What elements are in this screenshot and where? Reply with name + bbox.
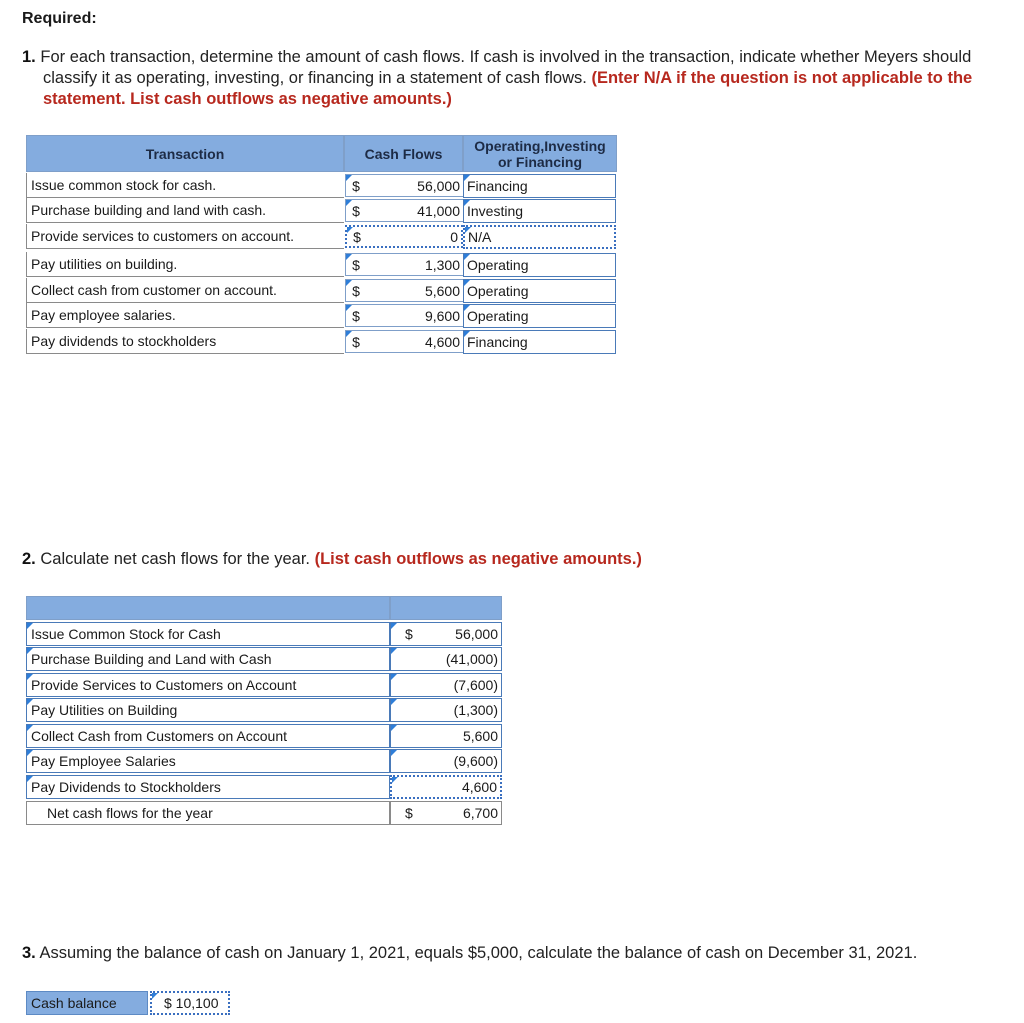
input-marker-icon xyxy=(346,305,352,311)
cash-flow-item-select[interactable] xyxy=(26,775,390,799)
dollar-sign: $ xyxy=(352,333,360,350)
question-3-number: 3. xyxy=(22,944,36,962)
transaction-label: Purchase building and land with cash. xyxy=(26,198,344,223)
cash-flow-amount: 1,300 xyxy=(424,256,460,273)
transaction-label: Provide services to customers on account. xyxy=(26,224,344,249)
cash-balance-value: $ 10,100 xyxy=(164,995,219,1011)
cash-flow-item-select[interactable] xyxy=(26,673,390,697)
input-marker-icon xyxy=(392,777,398,783)
input-marker-icon xyxy=(346,254,352,260)
cash-flow-input[interactable] xyxy=(345,304,463,327)
input-marker-icon xyxy=(391,750,397,756)
header-category: Operating,Investing or Financing xyxy=(463,135,617,172)
cash-flow-amount: 4,600 xyxy=(424,333,460,350)
cash-flow-item-label: Pay Dividends to Stockholders xyxy=(31,779,221,795)
input-marker-icon xyxy=(27,699,33,705)
question-2-instruction: (List cash outflows as negative amounts.) xyxy=(314,550,642,568)
cash-flow-amount: 0 xyxy=(450,228,458,245)
input-marker-icon xyxy=(27,648,33,654)
category-select[interactable] xyxy=(463,225,616,249)
transaction-label: Pay dividends to stockholders xyxy=(26,329,344,354)
category-value: Investing xyxy=(467,203,524,219)
header-cash-flows: Cash Flows xyxy=(344,135,463,172)
category-select[interactable] xyxy=(463,253,616,277)
cash-flow-item-select[interactable] xyxy=(26,622,390,646)
cash-flow-amount-input[interactable] xyxy=(390,775,502,799)
category-value: Operating xyxy=(467,257,529,273)
input-marker-icon xyxy=(464,280,470,286)
input-marker-icon xyxy=(465,227,471,233)
question-1 xyxy=(22,47,1024,110)
question-2-number: 2. xyxy=(22,550,36,568)
category-select[interactable] xyxy=(463,330,616,354)
input-marker-icon xyxy=(152,993,158,999)
table2-header-amount xyxy=(390,596,502,620)
input-marker-icon xyxy=(346,331,352,337)
input-marker-icon xyxy=(347,227,353,233)
cash-flow-amount-input[interactable] xyxy=(390,622,502,646)
category-value: Operating xyxy=(467,308,529,324)
dollar-sign: $ xyxy=(352,202,360,219)
cash-flow-amount: 56,000 xyxy=(417,177,460,194)
input-marker-icon xyxy=(27,623,33,629)
category-select[interactable] xyxy=(463,174,616,198)
input-marker-icon xyxy=(27,750,33,756)
cash-flow-amount-input[interactable] xyxy=(390,698,502,722)
cash-flow-item-label: Purchase Building and Land with Cash xyxy=(31,651,272,667)
question-3 xyxy=(22,943,917,964)
cash-flow-item-select[interactable] xyxy=(26,749,390,773)
input-marker-icon xyxy=(391,674,397,680)
required-heading: Required: xyxy=(22,10,97,27)
cash-flow-item-label: Collect Cash from Customers on Account xyxy=(31,728,287,744)
cash-flow-item-label: Pay Employee Salaries xyxy=(31,753,176,769)
input-marker-icon xyxy=(464,305,470,311)
cash-balance-label: Cash balance xyxy=(26,991,148,1015)
cash-flow-input[interactable] xyxy=(345,199,463,222)
cash-flow-amount-input[interactable] xyxy=(390,647,502,671)
net-cash-flows-amount: 6,700 xyxy=(462,805,498,821)
cash-flow-amount: 9,600 xyxy=(424,307,460,324)
input-marker-icon xyxy=(346,200,352,206)
question-2-text: Calculate net cash flows for the year. xyxy=(40,550,310,568)
input-marker-icon xyxy=(391,725,397,731)
question-1-instruction: (Enter N/A if the question is not applicable to the statement. List cash outflows as negative amounts.) xyxy=(43,69,973,108)
input-marker-icon xyxy=(464,175,470,181)
category-value: Financing xyxy=(467,178,528,194)
cash-flow-amount: 5,600 xyxy=(424,282,460,299)
question-2 xyxy=(22,549,642,570)
cash-flow-item-label: Issue Common Stock for Cash xyxy=(31,626,221,642)
cash-flow-amount: (1,300) xyxy=(453,702,498,718)
cash-flow-input[interactable] xyxy=(345,279,463,302)
input-marker-icon xyxy=(27,674,33,680)
dollar-sign: $ xyxy=(353,228,361,245)
question-1-number: 1. xyxy=(22,48,36,66)
cash-flow-item-select[interactable] xyxy=(26,724,390,748)
cash-flow-input[interactable] xyxy=(345,174,463,197)
category-select[interactable] xyxy=(463,304,616,328)
dollar-sign: $ xyxy=(352,177,360,194)
input-marker-icon xyxy=(464,254,470,260)
dollar-sign: $ xyxy=(405,626,413,642)
cash-flow-amount: 4,600 xyxy=(461,779,497,795)
input-marker-icon xyxy=(464,200,470,206)
transaction-label: Collect cash from customer on account. xyxy=(26,278,344,303)
net-cash-flows-label: Net cash flows for the year xyxy=(26,801,390,825)
input-marker-icon xyxy=(464,331,470,337)
cash-flow-item-label: Provide Services to Customers on Account xyxy=(31,677,297,693)
category-value: Operating xyxy=(467,283,529,299)
dollar-sign: $ xyxy=(405,805,413,821)
input-marker-icon xyxy=(346,175,352,181)
category-select[interactable] xyxy=(463,279,616,303)
category-value: Financing xyxy=(467,334,528,350)
cash-flow-item-label: Pay Utilities on Building xyxy=(31,702,178,718)
header-transaction: Transaction xyxy=(26,135,344,172)
dollar-sign: $ xyxy=(352,256,360,273)
cash-flow-input[interactable] xyxy=(345,253,463,276)
cash-flow-input[interactable] xyxy=(345,225,463,248)
input-marker-icon xyxy=(391,648,397,654)
net-cash-flows-table xyxy=(26,596,502,826)
cash-flow-amount: 56,000 xyxy=(455,626,498,642)
input-marker-icon xyxy=(391,623,397,629)
cash-flow-amount: (7,600) xyxy=(453,677,498,693)
cash-balance-input[interactable] xyxy=(150,991,230,1015)
input-marker-icon xyxy=(346,280,352,286)
dollar-sign: $ xyxy=(352,282,360,299)
cash-flow-amount: (9,600) xyxy=(453,753,498,769)
input-marker-icon xyxy=(27,725,33,731)
input-marker-icon xyxy=(391,699,397,705)
transaction-label: Issue common stock for cash. xyxy=(26,173,344,198)
net-cash-flows-total xyxy=(390,801,502,825)
transaction-label: Pay employee salaries. xyxy=(26,303,344,328)
transaction-label: Pay utilities on building. xyxy=(26,252,344,277)
dollar-sign: $ xyxy=(352,307,360,324)
category-value: N/A xyxy=(468,229,492,245)
cash-flow-amount-input[interactable] xyxy=(390,749,502,773)
question-3-text: Assuming the balance of cash on January 1, 2021, equals $5,000, calculate the balance of cash on December 31, 2021. xyxy=(39,944,918,962)
cash-flow-amount-input[interactable] xyxy=(390,724,502,748)
table2-header-label xyxy=(26,596,390,620)
cash-flow-item-select[interactable] xyxy=(26,647,390,671)
question-1-text-b: classify it as operating, investing, or financing in a statement of cash flows. xyxy=(43,69,587,87)
cash-flow-amount: 41,000 xyxy=(417,202,460,219)
question-1-text-a: For each transaction, determine the amount of cash flows. If cash is involved in the transaction, indicate whether Meyers should xyxy=(40,48,972,66)
category-select[interactable] xyxy=(463,199,616,223)
cash-flow-amount: (41,000) xyxy=(445,651,498,667)
cash-flow-amount-input[interactable] xyxy=(390,673,502,697)
transactions-table xyxy=(26,135,618,355)
cash-flow-item-select[interactable] xyxy=(26,698,390,722)
cash-flow-input[interactable] xyxy=(345,330,463,353)
cash-flow-amount: 5,600 xyxy=(462,728,498,744)
input-marker-icon xyxy=(27,776,33,782)
